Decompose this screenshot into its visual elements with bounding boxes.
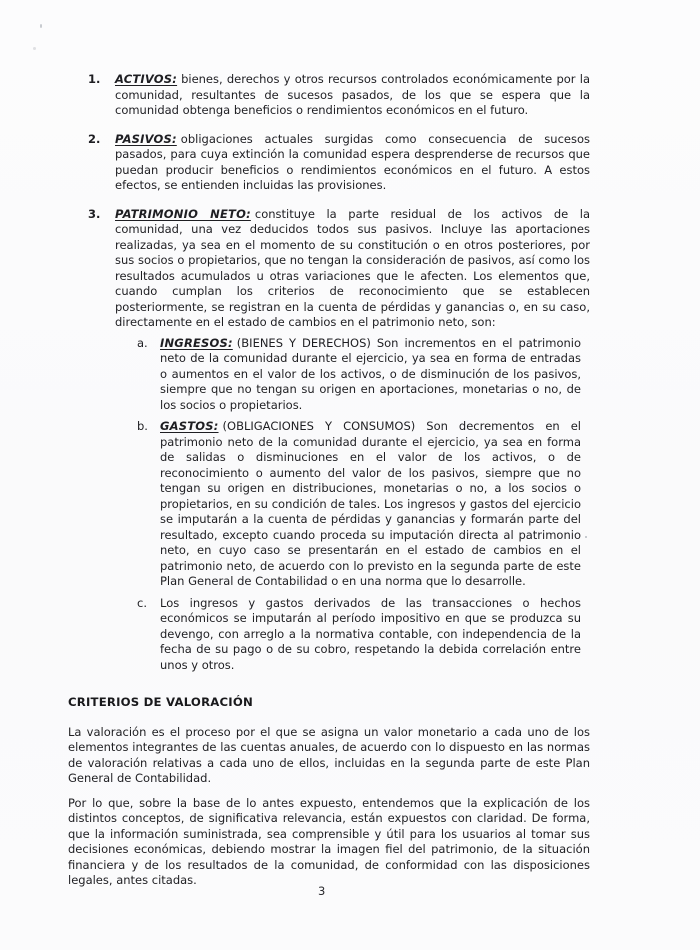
definition-body: constituye la parte residual de los activos de la comunidad, una vez deducidos todos sus pasivos. Incluye las aportaciones realizadas, ya sea en el momento de su constitución o en otros posteriores, por sus socios o propietarios, que no tengan la consideración de pasivos, así como los resultados acumulados u otras variaciones que le afecten. Los elementos que, cuando cumplan los criterios de reconocimiento que se establecen posteriormente, se registran en la cuenta de pérdidas y ganancias o, en su caso, directamente en el estado de cambios en el patrimonio neto, son: xyxy=(115,206,590,329)
list-marker: b. xyxy=(137,419,148,433)
list-marker: c. xyxy=(137,595,147,610)
page-number: 3 xyxy=(318,884,326,898)
body-paragraph: La valoración es el proceso por el que se asigna un valor monetario a cada uno de los elementos integrantes de las cuentas anuales, de acuerdo con lo dispuesto en las normas de valoración relativas a cada uno de ellos, incluidas en la segunda parte de este Plan General de Contabilidad. xyxy=(68,724,590,785)
definition-body: bienes, derechos y otros recursos controlados económicamente por la comunidad, resultantes de sucesos pasados, de los que se espera que la comunidad obtenga beneficios o rendimientos económicos en el futuro. xyxy=(115,72,590,117)
sub-definition-paragraph xyxy=(160,419,581,590)
sub-item-imputacion xyxy=(137,596,581,674)
document-content xyxy=(68,72,590,898)
definition-term: GASTOS: xyxy=(160,419,219,433)
definition-body: (BIENES Y DERECHOS) Son incrementos en el patrimonio neto de la comunidad durante el ejercicio, ya sea en forma de entradas o aumentos en el valor de los activos, o de disminución de los pasivos, siempre que no tengan su origen en aportaciones, monetarias o no, de los socios o propietarios. xyxy=(160,335,581,412)
sub-definitions-list xyxy=(137,336,590,674)
list-marker: 2. xyxy=(88,131,101,146)
sub-item-ingresos xyxy=(137,336,581,414)
section-heading: CRITERIOS DE VALORACIÓN xyxy=(68,695,253,709)
definitions-list xyxy=(88,72,590,679)
sub-item-gastos xyxy=(137,419,581,590)
list-item-pasivos xyxy=(88,132,590,194)
list-marker: 3. xyxy=(88,206,101,221)
list-marker: a. xyxy=(137,335,148,350)
definition-body: obligaciones actuales surgidas como consecuencia de sucesos pasados, para cuya extinción la comunidad espera desprenderse de recursos que puedan producir beneficios o rendimientos económicos en el futuro. A estos efectos, se entienden incluidas las provisiones. xyxy=(115,131,590,192)
scan-artifact-speck xyxy=(40,24,42,28)
definition-block xyxy=(115,207,590,680)
definition-term: INGRESOS: xyxy=(160,335,233,350)
sub-definition-paragraph xyxy=(160,336,581,414)
definition-body: (OBLIGACIONES Y CONSUMOS) Son decrementos en el patrimonio neto de la comunidad durante el ejercicio, ya sea en forma de salidas o disminuciones en el valor de los activos, o de reconocimiento o aumento del valor de los pasivos, siempre que no tengan su origen en distribuciones, monetarias o no, a los socios o propietarios, en su condición de tales. Los ingresos y gastos del ejercicio se imputarán a la cuenta de pérdidas y ganancias y formarán parte del resultado, excepto cuando proceda su imputación directa al patrimonio neto, en cuyo caso se presentarán en el estado de cambios en el patrimonio neto, de acuerdo con lo previsto en la segunda parte de este Plan General de Contabilidad o en una norma que lo desarrolle. xyxy=(160,419,581,588)
definition-paragraph xyxy=(115,207,590,331)
definition-body: Los ingresos y gastos derivados de las transacciones o hechos económicos se imputarán al período impositivo en que se produzca su devengo, con arreglo a la normativa contable, con independencia de la fecha de su pago o de su cobro, respetando la debida correlación entre unos y otros. xyxy=(160,595,581,672)
scan-artifact-speck xyxy=(33,47,36,50)
definition-term: PATRIMONIO NETO: xyxy=(115,206,251,221)
list-item-patrimonio-neto xyxy=(88,207,590,680)
list-item-activos xyxy=(88,72,590,119)
body-paragraph: Por lo que, sobre la base de lo antes expuesto, entendemos que la explicación de los distintos conceptos, de significativa relevancia, están expuestos con claridad. De forma, que la información suministrada, sea comprensible y útil para los usuarios al tomar sus decisiones económicas, debiendo mostrar la imagen fiel del patrimonio, de la situación financiera y de los resultados de la comunidad, de conformidad con las disposiciones legales, antes citadas. xyxy=(68,795,590,887)
definition-term: ACTIVOS: xyxy=(115,72,178,86)
definition-term: PASIVOS: xyxy=(115,131,177,146)
definition-paragraph xyxy=(115,72,590,119)
sub-definition-paragraph xyxy=(160,596,581,674)
definition-paragraph xyxy=(115,132,590,194)
list-marker: 1. xyxy=(88,72,101,86)
